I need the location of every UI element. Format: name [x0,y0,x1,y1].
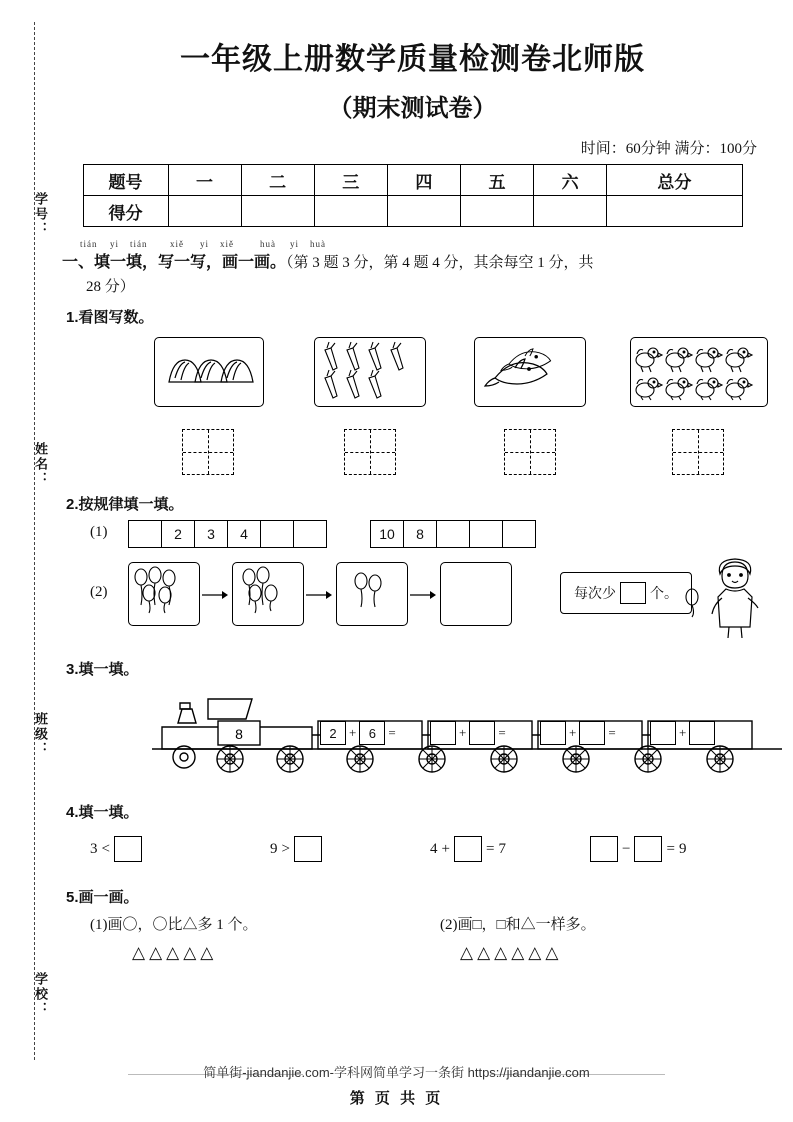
question-4-label: 4.填一填。 [66,804,139,821]
car1-num2: 6 [359,721,385,745]
pinyin-syllable: tián [80,239,98,249]
answer-box-tianzi[interactable] [344,429,396,475]
car1-eq: = [388,725,396,740]
q5-sub-1: (1)画〇，〇比△多 1 个。 [90,917,258,933]
balloon-box-3 [336,562,408,626]
score-label-cell: 得分 [83,196,168,227]
score-table [83,164,743,227]
picture-box-carrots [314,337,426,407]
side-label-school: 学校： [33,972,48,1017]
car3-box2[interactable] [579,721,605,745]
score-header-cell: 一 [168,165,241,196]
question-5-body [62,913,763,983]
sequence-cell[interactable] [260,520,294,548]
side-label-student-id: 学号： [33,192,48,237]
car1-num1: 2 [320,721,346,745]
car1-op: + [349,725,357,740]
side-label-class: 班级： [33,712,48,757]
section-1-label: 一、填一填，写一写，画一画。 [62,254,287,271]
sequence-cell[interactable] [436,520,470,548]
pinyin-syllable: tián [130,239,148,249]
balloon-box-1 [128,562,200,626]
sequence-cell: 8 [403,520,437,548]
speech-bubble [560,572,692,614]
section-1-title [62,251,763,275]
sequence-cell[interactable] [128,520,162,548]
exam-meta: 时间：60分钟 满分：100分 [580,141,757,157]
score-header-cell: 总分 [607,165,742,196]
footer-watermark: 简单街-jiandanjie.com-学科网简单学习一条街 https://jiandanjie.com [203,1065,590,1080]
q4-left-2: 9 [270,840,278,857]
car4-op: + [679,725,687,740]
pinyin-syllable: yi [110,239,120,249]
q4-item-2 [270,836,322,862]
page-subtitle: （期末测试卷） [328,95,497,122]
q4-op1-4: − [622,840,631,857]
arrow-icon [306,590,332,600]
girl-illustration [700,556,770,640]
score-value-cell[interactable] [534,196,607,227]
balloon-box-2 [232,562,304,626]
footer-page-number: 第 页 共 页 [349,1090,444,1107]
q4-op2-4: = [666,840,675,857]
pinyin-syllable: huà [260,239,276,249]
page-footer [0,1062,793,1108]
car3-eq: = [608,725,616,740]
car4-box1[interactable] [650,721,676,745]
answer-box-tianzi[interactable] [504,429,556,475]
score-value-cell[interactable] [460,196,533,227]
sub-label-2: (2) [90,584,108,600]
q5-triangles-1: △△△△△ [132,943,218,962]
sequence-cell: 10 [370,520,404,548]
sequence-2 [370,520,536,548]
pinyin-syllable: xiě [220,239,234,249]
q4-answer-box[interactable] [454,836,482,862]
score-value-cell[interactable] [387,196,460,227]
question-2-row1 [62,520,763,558]
q4-c-3: 7 [498,840,506,857]
picture-box-dolphins [474,337,586,407]
question-3-label: 3.填一填。 [66,661,139,678]
answer-box-tianzi[interactable] [672,429,724,475]
sequence-cell: 4 [227,520,261,548]
car2-eq: = [498,725,506,740]
car2-box1[interactable] [430,721,456,745]
q4-answer-box[interactable] [294,836,322,862]
q4-op-2: > [281,840,290,857]
question-5-label: 5.画一画。 [66,889,139,906]
page-title: 一年级上册数学质量检测卷北师版 [180,43,645,76]
q4-c-4: 9 [678,840,687,857]
sequence-cell[interactable] [469,520,503,548]
section-1-note: （第 3 题 3 分，第 4 题 4 分，其余每空 1 分，共 [286,255,594,271]
score-value-cell[interactable] [241,196,314,227]
sequence-cell: 2 [161,520,195,548]
car2-op: + [459,725,467,740]
q4-item-4 [590,836,686,862]
exam-content [62,20,763,983]
score-value-cell[interactable] [168,196,241,227]
q4-a-3: 4 [430,840,438,857]
question-2-row2 [62,558,763,648]
bubble-text-a: 每次少 [574,587,616,602]
q4-answer-box[interactable] [634,836,662,862]
q5-triangles-2: △△△△△△ [460,943,563,962]
score-header-cell: 二 [241,165,314,196]
q5-sub-2: (2)画□，□和△一样多。 [440,917,596,933]
sub-label-1: (1) [90,524,108,540]
q4-item-1 [90,836,142,862]
picture-box-chicks [630,337,768,407]
question-3-train [62,681,763,791]
sequence-cell: 3 [194,520,228,548]
sequence-1 [128,520,327,548]
q4-answer-box[interactable] [590,836,618,862]
score-value-cell[interactable] [607,196,742,227]
q4-op-1: < [101,840,110,857]
balloon-box-4-empty[interactable] [440,562,512,626]
score-header-cell: 六 [534,165,607,196]
arrow-icon [410,590,436,600]
train-car-3[interactable] [540,721,616,745]
q4-answer-box[interactable] [114,836,142,862]
engine-number: 8 [235,726,243,742]
table-row [83,165,742,196]
q4-op1-3: + [441,840,450,857]
pinyin-syllable: yi [290,239,300,249]
q4-item-3 [430,836,506,862]
question-4-items [62,830,763,876]
pinyin-syllable: xiě [170,239,184,249]
score-header-cell: 五 [460,165,533,196]
q4-op2-3: = [485,840,495,857]
picture-box-shells [154,337,264,407]
pinyin-syllable: huà [310,239,326,249]
pinyin-row [62,239,763,251]
question-1-label: 1.看图写数。 [66,309,154,326]
side-label-name: 姓名： [33,442,48,487]
bubble-answer-box[interactable] [620,582,646,604]
table-row [83,196,742,227]
question-2-label: 2.按规律填一填。 [66,496,184,513]
car2-box2[interactable] [469,721,495,745]
car3-op: + [569,725,577,740]
section-1-note-cont: 28 分） [86,279,135,295]
question-1-figures [62,333,763,483]
score-header-cell: 四 [387,165,460,196]
bubble-text-b: 个。 [650,587,678,602]
arrow-icon [202,590,228,600]
score-header-cell: 题号 [83,165,168,196]
score-header-cell: 三 [314,165,387,196]
car3-box1[interactable] [540,721,566,745]
answer-box-tianzi[interactable] [182,429,234,475]
train-car-2[interactable] [430,721,506,745]
sequence-cell[interactable] [502,520,536,548]
pinyin-syllable: yi [200,239,210,249]
train-car-1 [320,721,396,745]
train-car-4[interactable] [650,721,715,745]
score-value-cell[interactable] [314,196,387,227]
sequence-cell[interactable] [293,520,327,548]
q4-left-1: 3 [90,840,98,857]
side-label-group [16,22,50,1060]
car4-box2[interactable] [689,721,715,745]
